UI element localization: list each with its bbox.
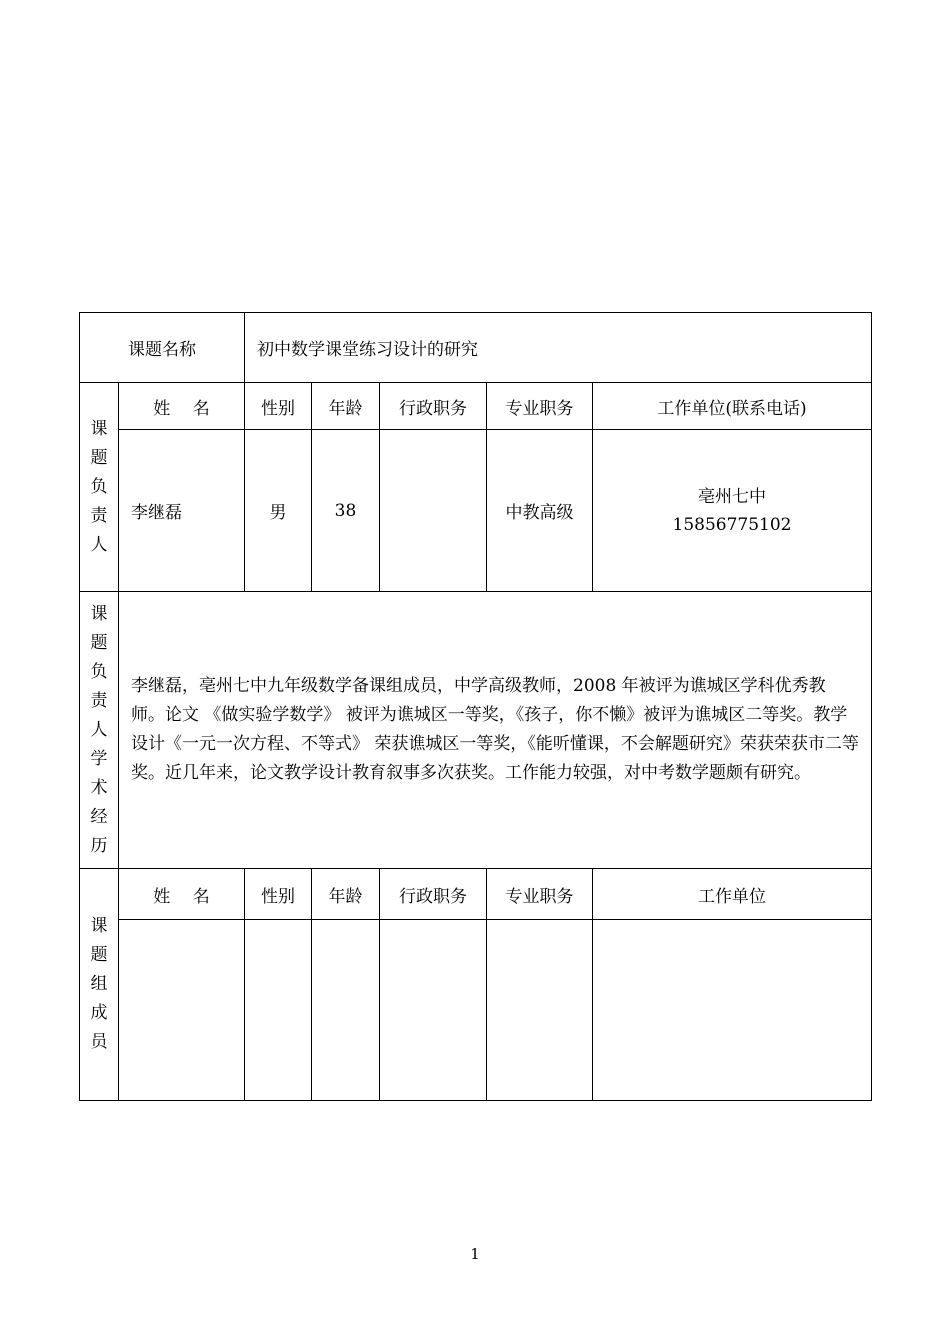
members-header-title: 专业职务	[487, 869, 593, 920]
members-gender-cell	[245, 920, 312, 1101]
topic-label: 课题名称	[80, 313, 245, 383]
members-header-age: 年龄	[312, 869, 380, 920]
members-unit-cell	[593, 920, 872, 1101]
members-side-label: 课 题 组 成 员	[80, 869, 119, 1101]
header-gender: 性别	[245, 383, 312, 430]
members-header-unit: 工作单位	[593, 869, 872, 920]
leader-age: 38	[312, 430, 380, 592]
header-title: 专业职务	[487, 383, 593, 430]
experience-text: 李继磊，亳州七中九年级数学备课组成员，中学高级教师，2008 年被评为谯城区学科优秀教师。论文 《做实验学数学》 被评为谯城区一等奖，《孩子，你不懒》被评为谯城区二等奖。教学设计《一元一次方程、不等式》 荣获谯城区一等奖，《能听懂课，不会解题研究》荣获荣获市二等奖。近几年来，论文教学设计教育叙事多次获奖。工作能力较强，对中考数学题颇有研究。	[119, 592, 872, 869]
header-name: 姓 名	[119, 383, 245, 430]
leader-unit: 亳州七中	[698, 486, 766, 507]
experience-side-label: 课 题 负 责 人 学 术 经 历	[80, 592, 119, 869]
leader-header-row	[80, 383, 872, 430]
topic-value: 初中数学课堂练习设计的研究	[245, 313, 872, 383]
members-name-cell	[119, 920, 245, 1101]
members-header-row	[80, 869, 872, 920]
leader-title: 中教高级	[487, 430, 593, 592]
project-form-table	[79, 312, 872, 1101]
members-header-name: 姓 名	[119, 869, 245, 920]
leader-data-row	[80, 430, 872, 592]
leader-phone: 15856775102	[672, 514, 792, 535]
leader-side-label: 课 题 负 责 人	[80, 383, 119, 592]
experience-row	[80, 592, 872, 869]
leader-gender: 男	[245, 430, 312, 592]
leader-unit-cell	[593, 430, 872, 592]
members-header-admin-post: 行政职务	[380, 869, 487, 920]
members-header-gender: 性别	[245, 869, 312, 920]
members-admin-post-cell	[380, 920, 487, 1101]
members-data-row	[80, 920, 872, 1101]
members-title-cell	[487, 920, 593, 1101]
header-age: 年龄	[312, 383, 380, 430]
leader-name: 李继磊	[119, 430, 245, 592]
header-unit: 工作单位(联系电话)	[593, 383, 872, 430]
topic-row	[80, 313, 872, 383]
members-age-cell	[312, 920, 380, 1101]
page-number: 1	[470, 1245, 480, 1263]
header-admin-post: 行政职务	[380, 383, 487, 430]
leader-admin-post	[380, 430, 487, 592]
